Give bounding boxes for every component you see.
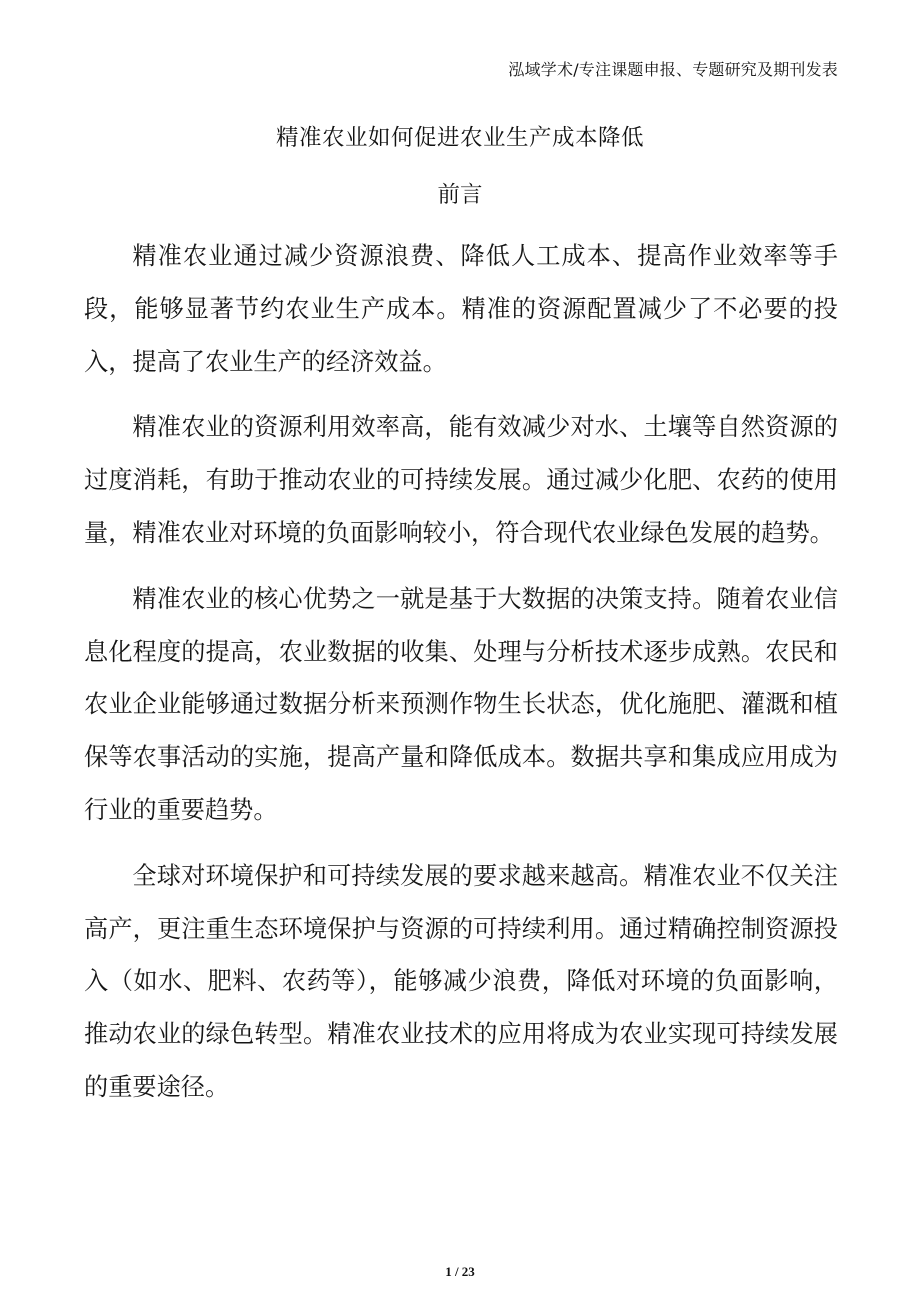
page-header: 泓域学术/专注课题申报、专题研究及期刊发表 bbox=[508, 60, 838, 79]
document-title: 精准农业如何促进农业生产成本降低 bbox=[275, 125, 644, 151]
paragraph: 全球对环境保护和可持续发展的要求越来越高。精准农业不仅关注高产，更注重生态环境保护与资源的可持续利用。通过精确控制资源投入（如水、肥料、农药等），能够减少浪费，降低对环境的负面影响，推动农业的绿色转型。精准农业技术的应用将成为农业实现可持续发展的重要途径。 bbox=[84, 861, 838, 1101]
paragraph: 精准农业的核心优势之一就是基于大数据的决策支持。随着农业信息化程度的提高，农业数据的收集、处理与分析技术逐步成熟。农民和农业企业能够通过数据分析来预测作物生长状态，优化施肥、灌溉和植保等农事活动的实施，提高产量和降低成本。数据共享和集成应用成为行业的重要趋势。 bbox=[84, 584, 838, 824]
section-heading-preface: 前言 bbox=[437, 182, 483, 208]
page-number: 1 / 23 bbox=[445, 1264, 475, 1279]
document-body bbox=[84, 230, 838, 1127]
paragraph: 精准农业的资源利用效率高，能有效减少对水、土壤等自然资源的过度消耗，有助于推动农业的可持续发展。通过减少化肥、农药的使用量，精准农业对环境的负面影响较小，符合现代农业绿色发展的趋势。 bbox=[84, 413, 838, 547]
paragraph: 精准农业通过减少资源浪费、降低人工成本、提高作业效率等手段，能够显著节约农业生产成本。精准的资源配置减少了不必要的投入，提高了农业生产的经济效益。 bbox=[84, 242, 838, 376]
